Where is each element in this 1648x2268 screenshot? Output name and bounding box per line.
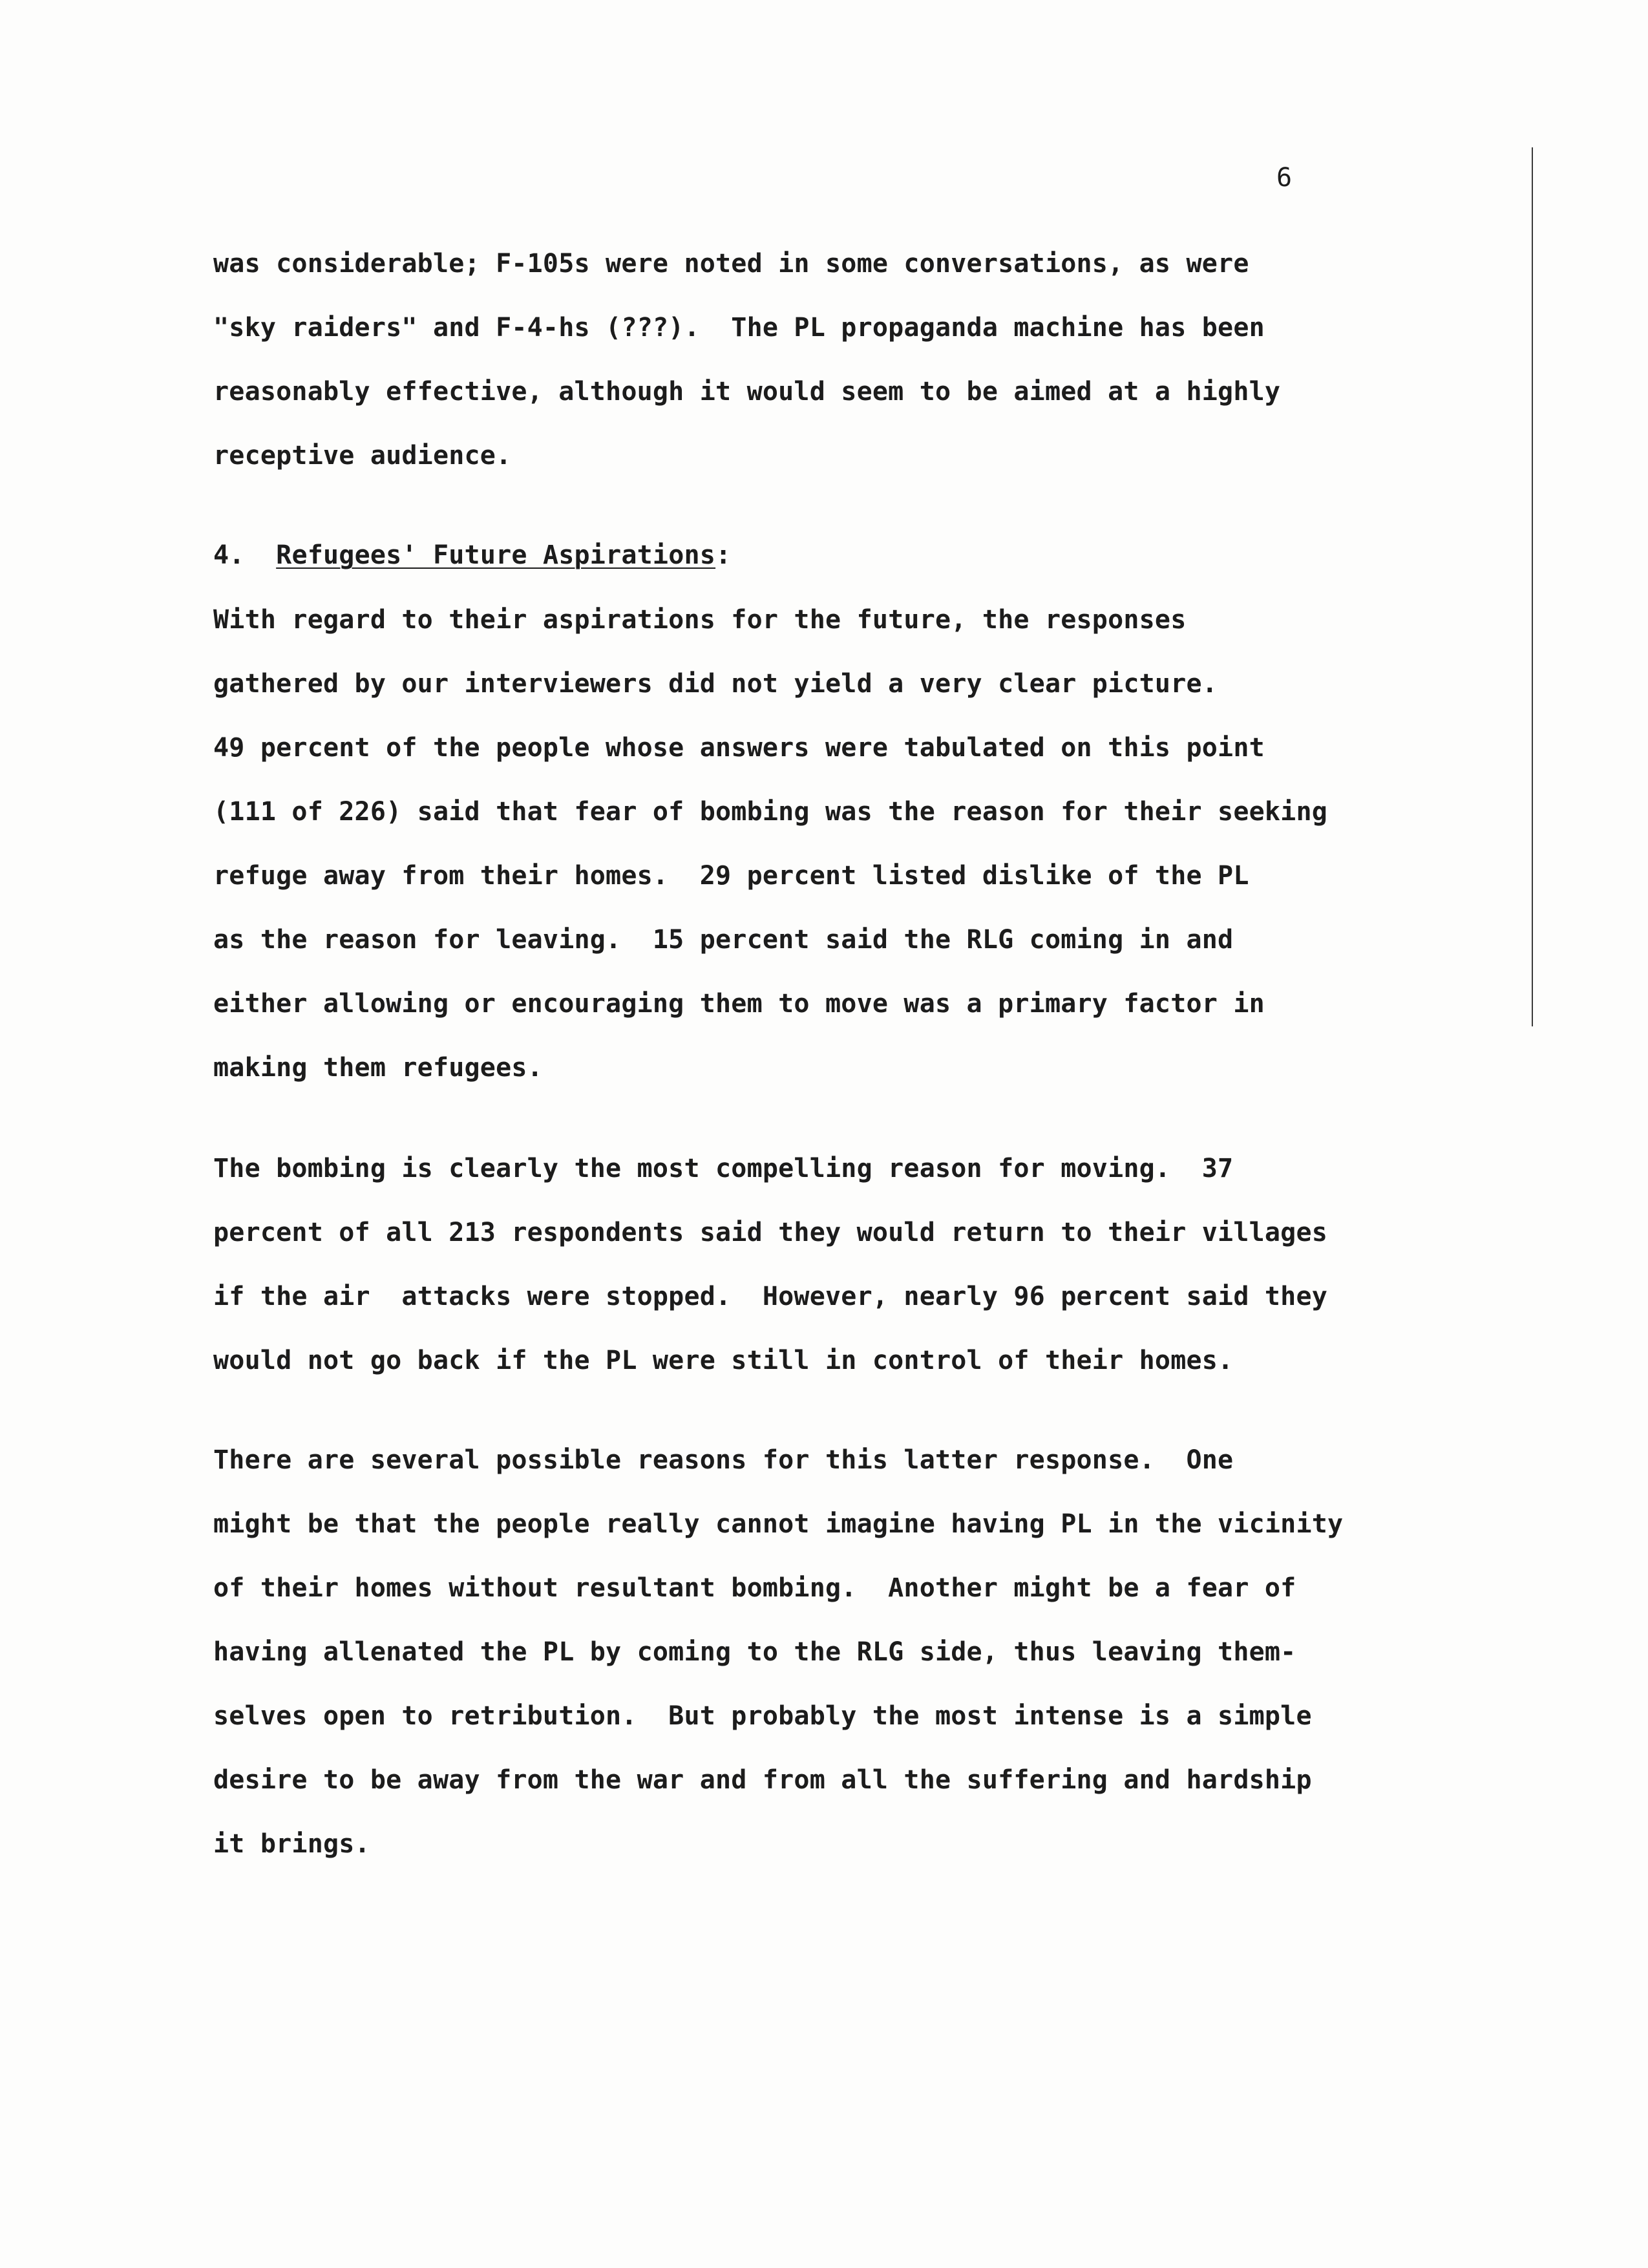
text-line: it brings. [213,1829,370,1859]
text-line: "sky raiders" and F-4-hs (???). The PL propaganda machine has been [213,313,1265,343]
text-line: having allenated the PL by coming to the RLG side, thus leaving them- [213,1637,1296,1667]
text-line: The bombing is clearly the most compelling reason for moving. 37 [213,1154,1234,1183]
text-line: as the reason for leaving. 15 percent said the RLG coming in and [213,925,1234,955]
text-line: (111 of 226) said that fear of bombing was the reason for their seeking [213,797,1328,827]
margin-rule [1532,147,1533,1026]
text-line: might be that the people really cannot imagine having PL in the vicinity [213,1509,1344,1539]
text-line: gathered by our interviewers did not yield a very clear picture. [213,669,1218,699]
text-line: making them refugees. [213,1053,543,1083]
text-line: if the air attacks were stopped. However, nearly 96 percent said they [213,1282,1328,1311]
section-title: Refugees' Future Aspirations [276,540,716,570]
page-number: 6 [1276,163,1293,193]
text-line: receptive audience. [213,441,512,471]
text-line: of their homes without resultant bombing. Another might be a fear of [213,1573,1296,1603]
text-line: either allowing or encouraging them to move was a primary factor in [213,989,1265,1019]
text-line: With regard to their aspirations for the future, the responses [213,605,1187,635]
text-line: desire to be away from the war and from all the suffering and hardship [213,1765,1312,1795]
text-line: refuge away from their homes. 29 percent listed dislike of the PL [213,861,1249,891]
text-line: selves open to retribution. But probably the most intense is a simple [213,1701,1312,1731]
text-line: would not go back if the PL were still in control of their homes. [213,1346,1234,1375]
text-line: percent of all 213 respondents said they would return to their villages [213,1218,1328,1247]
section-title-suffix: : [715,540,732,570]
text-line: was considerable; F-105s were noted in some conversations, as were [213,249,1249,279]
heading-line [213,540,731,571]
text-line: There are several possible reasons for this latter response. One [213,1445,1234,1475]
text-line: reasonably effective, although it would seem to be aimed at a highly [213,377,1281,407]
section-number: 4. [213,540,245,570]
text-line: 49 percent of the people whose answers were tabulated on this point [213,733,1265,763]
